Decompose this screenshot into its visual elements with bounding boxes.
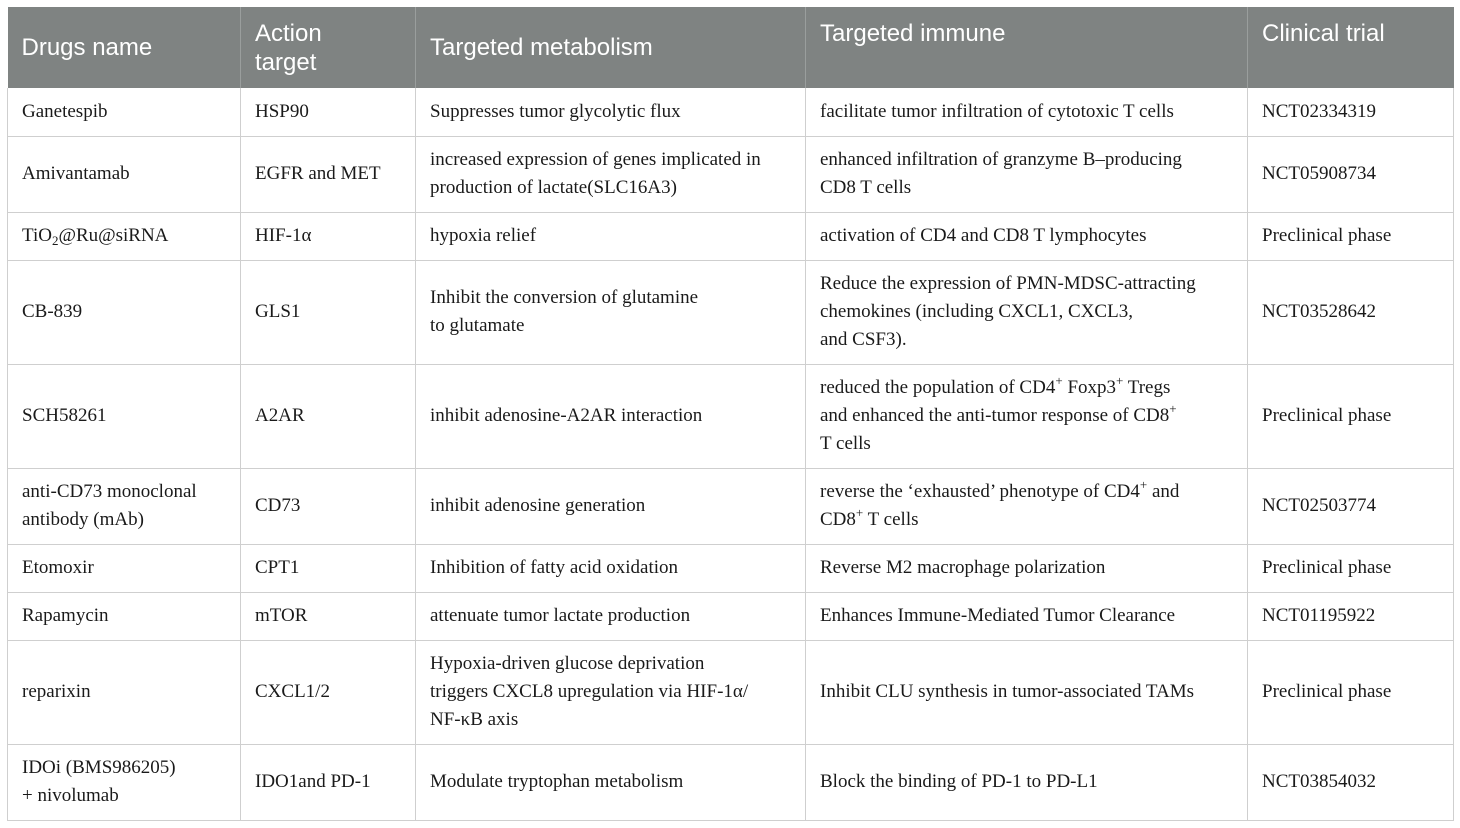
drug-name-cell: SCH58261 — [8, 364, 241, 468]
metabolism-cell: Modulate tryptophan metabolism — [416, 744, 806, 821]
drug-name-cell: Amivantamab — [8, 136, 241, 212]
action-target-cell: A2AR — [241, 364, 416, 468]
immune-cell: activation of CD4 and CD8 T lymphocytes — [806, 212, 1248, 260]
table-row — [8, 364, 1454, 468]
table-row — [8, 88, 1454, 136]
metabolism-cell: hypoxia relief — [416, 212, 806, 260]
clinical-trial-cell: NCT02503774 — [1248, 468, 1454, 544]
immune-cell: enhanced infiltration of granzyme B–producing CD8 T cells — [806, 136, 1248, 212]
header-drugs-name: Drugs name — [8, 7, 241, 88]
clinical-trial-cell: Preclinical phase — [1248, 544, 1454, 592]
immune-cell: facilitate tumor infiltration of cytotoxic T cells — [806, 88, 1248, 136]
immune-cell: reduced the population of CD4+ Foxp3+ Tregs and enhanced the anti-tumor response of CD8+ T cells — [806, 364, 1248, 468]
clinical-trial-cell: NCT03854032 — [1248, 744, 1454, 821]
clinical-trial-cell: Preclinical phase — [1248, 212, 1454, 260]
drug-name-cell: TiO$_2$@Ru@siRNA — [8, 212, 241, 260]
action-target-cell: CPT1 — [241, 544, 416, 592]
immune-cell: Reverse M2 macrophage polarization — [806, 544, 1248, 592]
table-row — [8, 212, 1454, 260]
drug-name-cell: IDOi (BMS986205) + nivolumab — [8, 744, 241, 821]
drug-name-cell: Ganetespib — [8, 88, 241, 136]
action-target-cell: HSP90 — [241, 88, 416, 136]
immune-cell: Block the binding of PD-1 to PD-L1 — [806, 744, 1248, 821]
metabolism-cell: inhibit adenosine-A2AR interaction — [416, 364, 806, 468]
metabolism-cell: inhibit adenosine generation — [416, 468, 806, 544]
header-row — [8, 7, 1454, 88]
immune-cell: Inhibit CLU synthesis in tumor-associated TAMs — [806, 640, 1248, 744]
action-target-cell: GLS1 — [241, 260, 416, 364]
metabolism-cell: Inhibition of fatty acid oxidation — [416, 544, 806, 592]
drug-name-cell: anti-CD73 monoclonal antibody (mAb) — [8, 468, 241, 544]
drug-name-cell: CB-839 — [8, 260, 241, 364]
immune-cell: Reduce the expression of PMN-MDSC-attracting chemokines (including CXCL1, CXCL3, and CSF3). — [806, 260, 1248, 364]
drug-name-cell: Etomoxir — [8, 544, 241, 592]
immune-cell: Enhances Immune-Mediated Tumor Clearance — [806, 592, 1248, 640]
clinical-trial-cell: Preclinical phase — [1248, 364, 1454, 468]
header-targeted-immune: Targeted immune — [806, 7, 1248, 88]
drug-table — [7, 7, 1454, 821]
table-row — [8, 544, 1454, 592]
metabolism-cell: Inhibit the conversion of glutamine to glutamate — [416, 260, 806, 364]
clinical-trial-cell: NCT02334319 — [1248, 88, 1454, 136]
drug-name-cell: Rapamycin — [8, 592, 241, 640]
clinical-trial-cell: NCT05908734 — [1248, 136, 1454, 212]
table-row — [8, 260, 1454, 364]
clinical-trial-cell: Preclinical phase — [1248, 640, 1454, 744]
table-body — [8, 88, 1454, 821]
action-target-cell: CD73 — [241, 468, 416, 544]
action-target-cell: mTOR — [241, 592, 416, 640]
header-targeted-metabolism: Targeted metabolism — [416, 7, 806, 88]
table-row — [8, 592, 1454, 640]
action-target-cell: EGFR and MET — [241, 136, 416, 212]
table-row — [8, 136, 1454, 212]
clinical-trial-cell: NCT01195922 — [1248, 592, 1454, 640]
action-target-cell: CXCL1/2 — [241, 640, 416, 744]
metabolism-cell: Hypoxia-driven glucose deprivation triggers CXCL8 upregulation via HIF-1α/ NF-κB axis — [416, 640, 806, 744]
table-row — [8, 468, 1454, 544]
action-target-cell: IDO1and PD-1 — [241, 744, 416, 821]
metabolism-cell: increased expression of genes implicated in production of lactate(SLC16A3) — [416, 136, 806, 212]
clinical-trial-cell: NCT03528642 — [1248, 260, 1454, 364]
immune-cell: reverse the ‘exhausted’ phenotype of CD4+ and CD8+ T cells — [806, 468, 1248, 544]
header-action-target: Action target — [241, 7, 416, 88]
action-target-cell: HIF-1α — [241, 212, 416, 260]
metabolism-cell: attenuate tumor lactate production — [416, 592, 806, 640]
drug-name-cell: reparixin — [8, 640, 241, 744]
table-row — [8, 744, 1454, 821]
table-header — [8, 7, 1454, 88]
table-row — [8, 640, 1454, 744]
metabolism-cell: Suppresses tumor glycolytic flux — [416, 88, 806, 136]
header-clinical-trial: Clinical trial — [1248, 7, 1454, 88]
